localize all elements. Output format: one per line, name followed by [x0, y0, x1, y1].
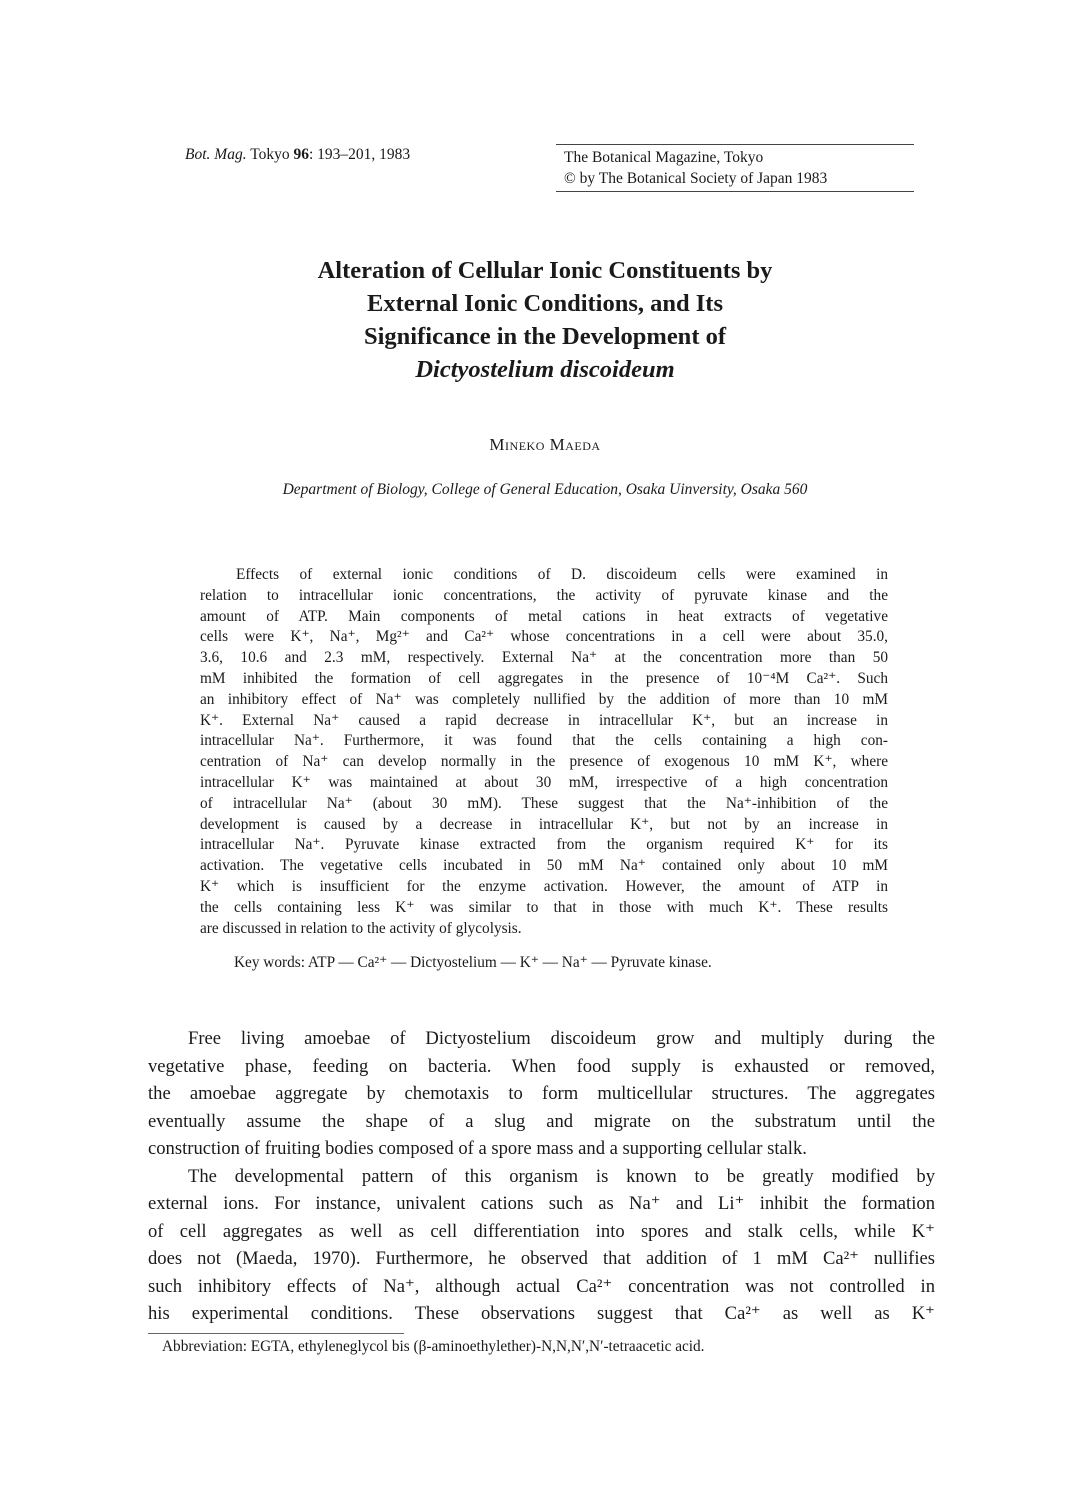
journal-abbrev-2: Mag.: [214, 146, 247, 163]
abstract-line: are discussed in relation to the activity of glycolysis.: [200, 919, 522, 937]
body-line: external ions. For instance, univalent cations such as Na⁺ and Li⁺ inhibit the formation: [148, 1193, 935, 1214]
abstract-line: an inhibitory effect of Na⁺ was completely nullified by the addition of more than 10 mM: [200, 690, 888, 708]
body-line: vegetative phase, feeding on bacteria. When food supply is exhausted or removed,: [148, 1055, 935, 1077]
paper-title: [150, 254, 940, 386]
abstract-line: K⁺. External Na⁺ caused a rapid decrease in intracellular K⁺, but an increase in: [200, 711, 888, 729]
journal-city: Tokyo: [250, 146, 290, 163]
abstract-line: development is caused by a decrease in intracellular K⁺, but not by an increase in: [200, 815, 888, 833]
body-line: eventually assume the shape of a slug and migrate on the substratum until the: [148, 1110, 935, 1132]
body-line: The developmental pattern of this organism is known to be greatly modified by: [188, 1165, 935, 1187]
abstract-line: of intracellular Na⁺ (about 30 mM). These suggest that the Na⁺-inhibition of the: [200, 794, 888, 812]
abstract-line: intracellular Na⁺. Furthermore, it was found that the cells containing a high con-: [200, 732, 888, 750]
pages-year: : 193–201, 1983: [308, 146, 411, 163]
title-line-1: Alteration of Cellular Ionic Constituents by: [317, 257, 773, 284]
abstract-line: mM inhibited the formation of cell aggregates in the presence of 10⁻⁴M Ca²⁺. Such: [200, 669, 888, 687]
title-line-3: Significance in the Development of: [363, 323, 727, 350]
abstract-line: amount of ATP. Main components of metal cations in heat extracts of vegetative: [200, 607, 888, 625]
abstract-line: the cells containing less K⁺ was similar to that in those with much K⁺. These results: [200, 898, 888, 916]
publisher-line-1: The Botanical Magazine, Tokyo: [564, 149, 764, 166]
author: [150, 435, 940, 455]
body-line: his experimental conditions. These observations suggest that Ca²⁺ as well as K⁺: [148, 1303, 935, 1324]
title-line-4: Dictyostelium discoideum: [415, 356, 675, 383]
abstract: [200, 565, 888, 939]
volume: 96: [293, 146, 309, 163]
abstract-line: centration of Na⁺ can develop normally in the presence of exogenous 10 mM K⁺, where: [200, 753, 888, 771]
abstract-line: cells were K⁺, Na⁺, Mg²⁺ and Ca²⁺ whose concentrations in a cell were about 35.0,: [200, 628, 888, 646]
keywords: Key words: ATP — Ca²⁺ — Dictyostelium — K⁺ — Na⁺ — Pyruvate kinase.: [234, 954, 712, 971]
citation: [185, 146, 410, 164]
body-line: Free living amoebae of Dictyostelium discoideum grow and multiply during the: [188, 1028, 935, 1049]
publisher-line-2: © by The Botanical Society of Japan 1983: [564, 170, 828, 187]
abstract-line: Effects of external ionic conditions of D. discoideum cells were examined in: [236, 566, 888, 583]
body-line: the amoebae aggregate by chemotaxis to form multicellular structures. The aggregates: [148, 1083, 935, 1104]
abstract-line: relation to intracellular ionic concentrations, the activity of pyruvate kinase and the: [200, 586, 888, 604]
abstract-line: intracellular K⁺ was maintained at about 30 mM, irrespective of a high concentration: [200, 773, 888, 791]
author-name: Mineko Maeda: [489, 435, 601, 454]
body-text: [148, 1025, 935, 1328]
body-line: does not (Maeda, 1970). Furthermore, he observed that addition of 1 mM Ca²⁺ nullifies: [148, 1248, 935, 1269]
abstract-line: K⁺ which is insufficient for the enzyme activation. However, the amount of ATP in: [200, 877, 888, 895]
footnote: Abbreviation: EGTA, ethyleneglycol bis (β-aminoethylether)-N,N,N′,N′-tetraacetic acid.: [162, 1338, 705, 1355]
abstract-line: activation. The vegetative cells incubated in 50 mM Na⁺ contained only about 10 mM: [200, 857, 888, 875]
footnote-rule: [148, 1333, 404, 1334]
abstract-line: 3.6, 10.6 and 2.3 mM, respectively. External Na⁺ at the concentration more than 50: [200, 649, 888, 667]
journal-abbrev-1: Bot.: [185, 146, 211, 163]
body-line: of cell aggregates as well as cell differentiation into spores and stalk cells, while K⁺: [148, 1220, 935, 1242]
body-line: construction of fruiting bodies composed of a spore mass and a supporting cellular stalk.: [148, 1138, 807, 1159]
affiliation: Department of Biology, College of General Education, Osaka Uinversity, Osaka 560: [282, 481, 808, 498]
publisher-box: [556, 144, 914, 192]
title-line-2: External Ionic Conditions, and Its: [366, 290, 723, 317]
abstract-line: intracellular Na⁺. Pyruvate kinase extracted from the organism required K⁺ for its: [200, 836, 888, 854]
body-line: such inhibitory effects of Na⁺, although actual Ca²⁺ concentration was not controlled in: [148, 1275, 935, 1297]
